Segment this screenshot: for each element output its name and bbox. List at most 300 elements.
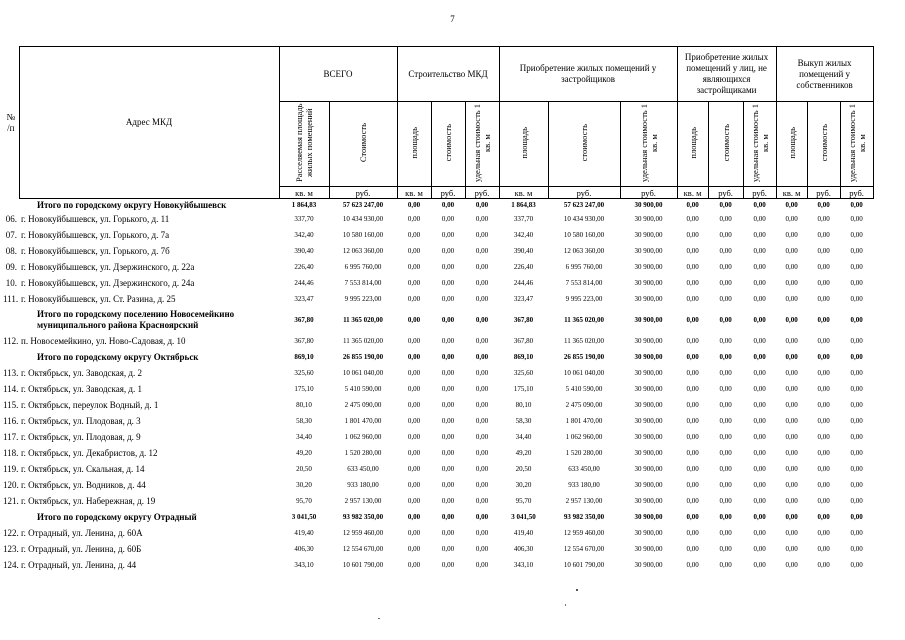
value-cell: 0,00 [475,353,489,361]
value-cell: 30 900,00 [634,465,663,473]
value-cell: 0,00 [785,263,798,271]
header-group-owners: Выкуп жилых помещений у собственников [776,47,873,102]
value-cell: 10 061 040,00 [563,369,605,377]
value-cell: 0,00 [441,316,455,324]
value-cell: 0,00 [817,279,830,287]
value-cell: 367,80 [513,316,534,324]
unit-label: руб. [743,187,776,199]
table-row [3,365,873,381]
value-cell: 0,00 [686,295,699,303]
value-cell: 0,00 [475,201,489,209]
value-cell: 343,10 [513,561,534,569]
value-cell: 30 900,00 [634,417,663,425]
value-cell: 0,00 [785,247,798,255]
value-cell: 58,30 [296,417,312,425]
value-cell: 0,00 [850,316,863,324]
value-cell: 0,00 [785,279,798,287]
value-cell: 0,00 [719,513,732,521]
value-cell: 20,50 [515,465,532,473]
value-cell: 57 623 247,00 [342,201,384,209]
value-cell: 34,40 [515,433,532,441]
value-cell: 0,00 [719,481,732,489]
value-cell: 7 553 814,00 [344,279,382,287]
value-cell: 6 995 760,00 [565,263,603,271]
value-cell: 0,00 [475,481,489,489]
value-cell: 30 900,00 [634,497,663,505]
address-cell: г. Октябрьск, ул. Плодовая, д. 9 [21,432,141,442]
scan-speck [378,618,380,619]
table-row [3,381,873,397]
value-cell: 93 982 350,00 [563,513,605,521]
unit-label: кв. м [776,187,807,199]
value-cell: 9 995 223,00 [344,295,382,303]
value-cell: 390,40 [513,247,534,255]
value-cell: 11 365 020,00 [343,316,383,324]
row-number: 119. [3,464,19,474]
value-cell: 0,00 [407,231,421,239]
value-cell: 0,00 [785,369,798,377]
row-number: 120. [3,480,19,490]
value-cell: 0,00 [719,465,732,473]
table-row [3,333,873,349]
value-cell: 0,00 [407,417,421,425]
value-cell: 0,00 [785,497,798,505]
value-cell: 0,00 [407,401,421,409]
unit-label: руб. [548,187,620,199]
value-cell: 419,40 [294,529,314,537]
value-cell: 93 982 350,00 [342,513,384,521]
value-cell: 30 900,00 [634,231,663,239]
value-cell: 0,00 [850,385,863,393]
value-cell: 0,00 [686,279,699,287]
row-number: 06. [5,214,17,224]
value-cell: 0,00 [407,449,421,457]
scan-speck [565,604,566,606]
header-nondev-unit: удельная стоимость 1 кв. м [743,102,776,187]
value-cell: 0,00 [441,465,455,473]
address-cell: г. Октябрьск, ул. Декабристов, д. 12 [21,448,158,458]
table-row [3,275,873,291]
header-group-non-developer: Приобретение жилых помещений у лиц, не являющихся застройщиками [677,47,776,102]
value-cell: 0,00 [817,337,830,345]
value-cell: 0,00 [686,417,699,425]
value-cell: 0,00 [475,369,489,377]
value-cell: 30 900,00 [634,561,663,569]
value-cell: 0,00 [850,497,863,505]
value-cell: 0,00 [785,385,798,393]
value-cell: 0,00 [475,513,489,521]
value-cell: 6 995 760,00 [344,263,382,271]
unit-label: руб. [807,187,840,199]
header-constr-area: площадь [397,102,431,187]
header-no: № /п [3,47,19,199]
value-cell: 1 062 960,00 [565,433,603,441]
row-number: 111. [3,294,19,304]
value-cell: 0,00 [753,369,766,377]
subtotal-label: Итого по городскому округу Новокуйбышевск [37,200,227,210]
value-cell: 0,00 [407,545,421,553]
header-owners-area: площадь [776,102,807,187]
value-cell: 0,00 [785,201,798,209]
value-cell: 30 900,00 [634,481,663,489]
value-cell: 5 410 590,00 [565,385,603,393]
value-cell: 0,00 [785,401,798,409]
value-cell: 0,00 [719,449,732,457]
value-cell: 342,40 [513,231,534,239]
value-cell: 226,40 [294,263,314,271]
value-cell: 12 959 460,00 [563,529,605,537]
value-cell: 0,00 [753,497,766,505]
value-cell: 0,00 [785,449,798,457]
value-cell: 0,00 [785,417,798,425]
value-cell: 0,00 [407,465,421,473]
value-cell: 0,00 [686,353,699,361]
address-cell: г. Новокуйбышевск, ул. Горького, д. 7б [21,246,170,256]
address-cell: г. Новокуйбышевск, ул. Горького, д. 7а [21,230,170,240]
address-cell: г. Новокуйбышевск, ул. Дзержинского, д. 24а [21,278,195,288]
value-cell: 30 900,00 [634,369,663,377]
value-cell: 0,00 [407,215,421,223]
header-address: Адрес МКД [19,47,279,199]
value-cell: 0,00 [441,449,455,457]
value-cell: 0,00 [817,247,830,255]
subtotal-row [3,509,873,525]
table-row [3,413,873,429]
value-cell: 0,00 [407,201,421,209]
value-cell: 244,46 [513,279,534,287]
value-cell: 0,00 [686,513,699,521]
value-cell: 0,00 [850,279,863,287]
value-cell: 0,00 [719,279,732,287]
table-row [3,243,873,259]
header-nondev-cost: стоимость [708,102,743,187]
value-cell: 0,00 [475,497,489,505]
value-cell: 0,00 [719,401,732,409]
value-cell: 0,00 [850,247,863,255]
value-cell: 337,70 [294,215,314,223]
value-cell: 30 900,00 [634,433,663,441]
value-cell: 30 900,00 [634,449,663,457]
value-cell: 12 063 360,00 [342,247,384,255]
value-cell: 0,00 [475,529,489,537]
table-header [3,47,873,199]
value-cell: 3 041,50 [511,513,536,521]
value-cell: 5 410 590,00 [344,385,382,393]
value-cell: 30 900,00 [634,545,663,553]
value-cell: 0,00 [719,561,732,569]
value-cell: 0,00 [753,295,766,303]
value-cell: 30 900,00 [634,401,663,409]
value-cell: 0,00 [850,295,863,303]
value-cell: 0,00 [475,433,489,441]
value-cell: 0,00 [686,231,699,239]
value-cell: 0,00 [817,385,830,393]
row-number: 117. [3,432,19,442]
value-cell: 30 900,00 [634,247,663,255]
value-cell: 0,00 [719,316,732,324]
value-cell: 0,00 [407,433,421,441]
value-cell: 0,00 [686,561,699,569]
table-row [3,493,873,509]
value-cell: 26 855 190,00 [342,353,384,361]
value-cell: 633 450,00 [568,465,600,473]
value-cell: 1 864,83 [511,201,536,209]
value-cell: 406,30 [294,545,314,553]
row-number [3,307,19,333]
unit-label: кв. м [279,187,329,199]
value-cell: 325,60 [294,369,314,377]
value-cell: 0,00 [407,295,421,303]
value-cell: 0,00 [686,465,699,473]
header-constr-unit: удельная стоимость 1 кв. м [465,102,499,187]
value-cell: 0,00 [686,545,699,553]
value-cell: 0,00 [817,497,830,505]
value-cell: 0,00 [441,369,455,377]
row-number: 113. [3,368,19,378]
address-cell: г. Отрадный, ул. Ленина, д. 44 [21,560,137,570]
value-cell: 0,00 [407,263,421,271]
value-cell: 0,00 [850,369,863,377]
value-cell: 0,00 [475,231,489,239]
value-cell: 0,00 [475,417,489,425]
value-cell: 0,00 [850,201,863,209]
value-cell: 2 475 090,00 [565,401,603,409]
value-cell: 0,00 [753,465,766,473]
value-cell: 10 601 790,00 [342,561,384,569]
value-cell: 0,00 [719,231,732,239]
value-cell: 0,00 [785,353,798,361]
value-cell: 0,00 [475,279,489,287]
value-cell: 0,00 [753,385,766,393]
value-cell: 0,00 [719,497,732,505]
value-cell: 0,00 [753,201,766,209]
value-cell: 0,00 [785,481,798,489]
row-number: 09. [5,262,17,272]
value-cell: 11 365 020,00 [343,337,383,345]
value-cell: 0,00 [719,247,732,255]
row-number [3,509,19,525]
value-cell: 0,00 [850,529,863,537]
value-cell: 95,70 [515,497,532,505]
value-cell: 0,00 [753,513,766,521]
value-cell: 0,00 [817,295,830,303]
value-cell: 0,00 [719,295,732,303]
value-cell: 0,00 [753,353,766,361]
value-cell: 0,00 [719,337,732,345]
value-cell: 0,00 [753,263,766,271]
value-cell: 0,00 [686,263,699,271]
value-cell: 0,00 [753,247,766,255]
value-cell: 0,00 [753,545,766,553]
value-cell: 12 554 670,00 [342,545,384,553]
value-cell: 0,00 [441,433,455,441]
value-cell: 0,00 [817,465,830,473]
value-cell: 11 365 020,00 [564,316,604,324]
value-cell: 0,00 [475,545,489,553]
address-cell: г. Октябрьск, переулок Водный, д. 1 [21,400,159,410]
value-cell: 0,00 [441,337,455,345]
header-owners-unit: удельная стоимость 1 кв. м [840,102,873,187]
page-number: 7 [450,14,455,24]
row-number: 112. [3,336,19,346]
value-cell: 0,00 [785,433,798,441]
table-row [3,541,873,557]
address-cell: п. Новосемейкино, ул. Ново-Садовая, д. 10 [21,336,186,346]
value-cell: 30,20 [296,481,312,489]
value-cell: 0,00 [817,231,830,239]
value-cell: 0,00 [817,417,830,425]
row-number: 10. [5,278,17,288]
value-cell: 0,00 [753,417,766,425]
value-cell: 0,00 [719,545,732,553]
value-cell: 30 900,00 [634,295,663,303]
unit-label: руб. [465,187,499,199]
value-cell: 0,00 [850,433,863,441]
value-cell: 0,00 [850,353,863,361]
value-cell: 0,00 [686,247,699,255]
value-cell: 0,00 [475,401,489,409]
value-cell: 0,00 [475,247,489,255]
value-cell: 0,00 [441,295,455,303]
value-cell: 0,00 [850,231,863,239]
value-cell: 933 180,00 [568,481,600,489]
value-cell: 20,50 [296,465,312,473]
value-cell: 0,00 [441,353,455,361]
value-cell: 0,00 [850,417,863,425]
value-cell: 0,00 [407,513,421,521]
row-number: 118. [3,448,19,458]
value-cell: 0,00 [475,561,489,569]
value-cell: 0,00 [850,449,863,457]
value-cell: 0,00 [785,465,798,473]
value-cell: 57 623 247,00 [563,201,605,209]
value-cell: 0,00 [817,561,830,569]
value-cell: 0,00 [753,401,766,409]
value-cell: 0,00 [441,401,455,409]
value-cell: 0,00 [719,353,732,361]
value-cell: 1 520 280,00 [344,449,382,457]
table-row [3,461,873,477]
row-number: 115. [3,400,19,410]
value-cell: 0,00 [719,263,732,271]
value-cell: 30 900,00 [634,263,663,271]
table-row [3,397,873,413]
value-cell: 0,00 [817,545,830,553]
value-cell: 9 995 223,00 [565,295,603,303]
value-cell: 0,00 [817,215,830,223]
value-cell: 0,00 [817,201,830,209]
value-cell: 0,00 [850,561,863,569]
value-cell: 0,00 [686,385,699,393]
value-cell: 30,20 [515,481,532,489]
value-cell: 95,70 [296,497,312,505]
unit-label: руб. [620,187,677,199]
value-cell: 30 900,00 [634,215,663,223]
address-cell: г. Октябрьск, ул. Скальная, д. 14 [21,464,145,474]
value-cell: 1 864,83 [291,201,317,209]
value-cell: 244,46 [294,279,314,287]
value-cell: 0,00 [686,215,699,223]
header-group-total: ВСЕГО [279,47,397,102]
row-number: 121. [3,496,19,506]
value-cell: 0,00 [817,353,830,361]
unit-label: кв. м [499,187,548,199]
table-body [3,199,873,574]
value-cell: 0,00 [441,545,455,553]
value-cell: 0,00 [817,369,830,377]
value-cell: 34,40 [296,433,312,441]
value-cell: 0,00 [441,513,455,521]
value-cell: 0,00 [785,545,798,553]
value-cell: 0,00 [785,529,798,537]
value-cell: 0,00 [817,529,830,537]
value-cell: 323,47 [513,295,534,303]
value-cell: 10 601 790,00 [563,561,605,569]
value-cell: 0,00 [441,215,455,223]
value-cell: 30 900,00 [634,316,663,324]
row-number [3,349,19,365]
value-cell: 0,00 [475,449,489,457]
unit-label: кв. м [397,187,431,199]
value-cell: 0,00 [475,385,489,393]
header-dev-unit: удельная стоимость 1 кв. м [620,102,677,187]
scan-speck [576,589,578,591]
header-constr-cost: стоимость [431,102,465,187]
address-cell: г. Октябрьск, ул. Водников, д. 44 [21,480,146,490]
value-cell: 49,20 [515,449,532,457]
value-cell: 390,40 [294,247,314,255]
value-cell: 0,00 [407,279,421,287]
value-cell: 0,00 [753,449,766,457]
value-cell: 0,00 [753,433,766,441]
value-cell: 0,00 [753,231,766,239]
row-number: 07. [5,230,17,240]
value-cell: 0,00 [753,279,766,287]
value-cell: 0,00 [441,561,455,569]
value-cell: 0,00 [850,337,863,345]
value-cell: 0,00 [719,529,732,537]
address-cell: г. Октябрьск, ул. Заводская, д. 2 [21,368,142,378]
header-group-construction: Строительство МКД [397,47,499,102]
value-cell: 367,80 [294,316,314,324]
header-dev-area: площадь [499,102,548,187]
value-cell: 2 957 130,00 [565,497,603,505]
address-cell: г. Октябрьск, ул. Набережная, д. 19 [21,496,156,506]
row-number: 124. [3,560,19,570]
value-cell: 0,00 [686,433,699,441]
value-cell: 49,20 [296,449,312,457]
unit-label: кв. м [677,187,708,199]
value-cell: 0,00 [850,465,863,473]
address-cell: г. Новокуйбышевск, ул. Дзержинского, д. 22а [21,262,195,272]
value-cell: 0,00 [785,316,798,324]
table-row [3,211,873,227]
value-cell: 2 475 090,00 [344,401,382,409]
row-number [3,199,19,212]
value-cell: 0,00 [475,337,489,345]
row-number: 123. [3,544,19,554]
table-row [3,259,873,275]
value-cell: 0,00 [785,513,798,521]
value-cell: 0,00 [407,247,421,255]
value-cell: 869,10 [294,353,314,361]
value-cell: 323,47 [294,295,314,303]
value-cell: 12 063 360,00 [563,247,605,255]
value-cell: 0,00 [719,215,732,223]
value-cell: 419,40 [513,529,534,537]
value-cell: 0,00 [850,401,863,409]
subtotal-row [3,307,873,333]
